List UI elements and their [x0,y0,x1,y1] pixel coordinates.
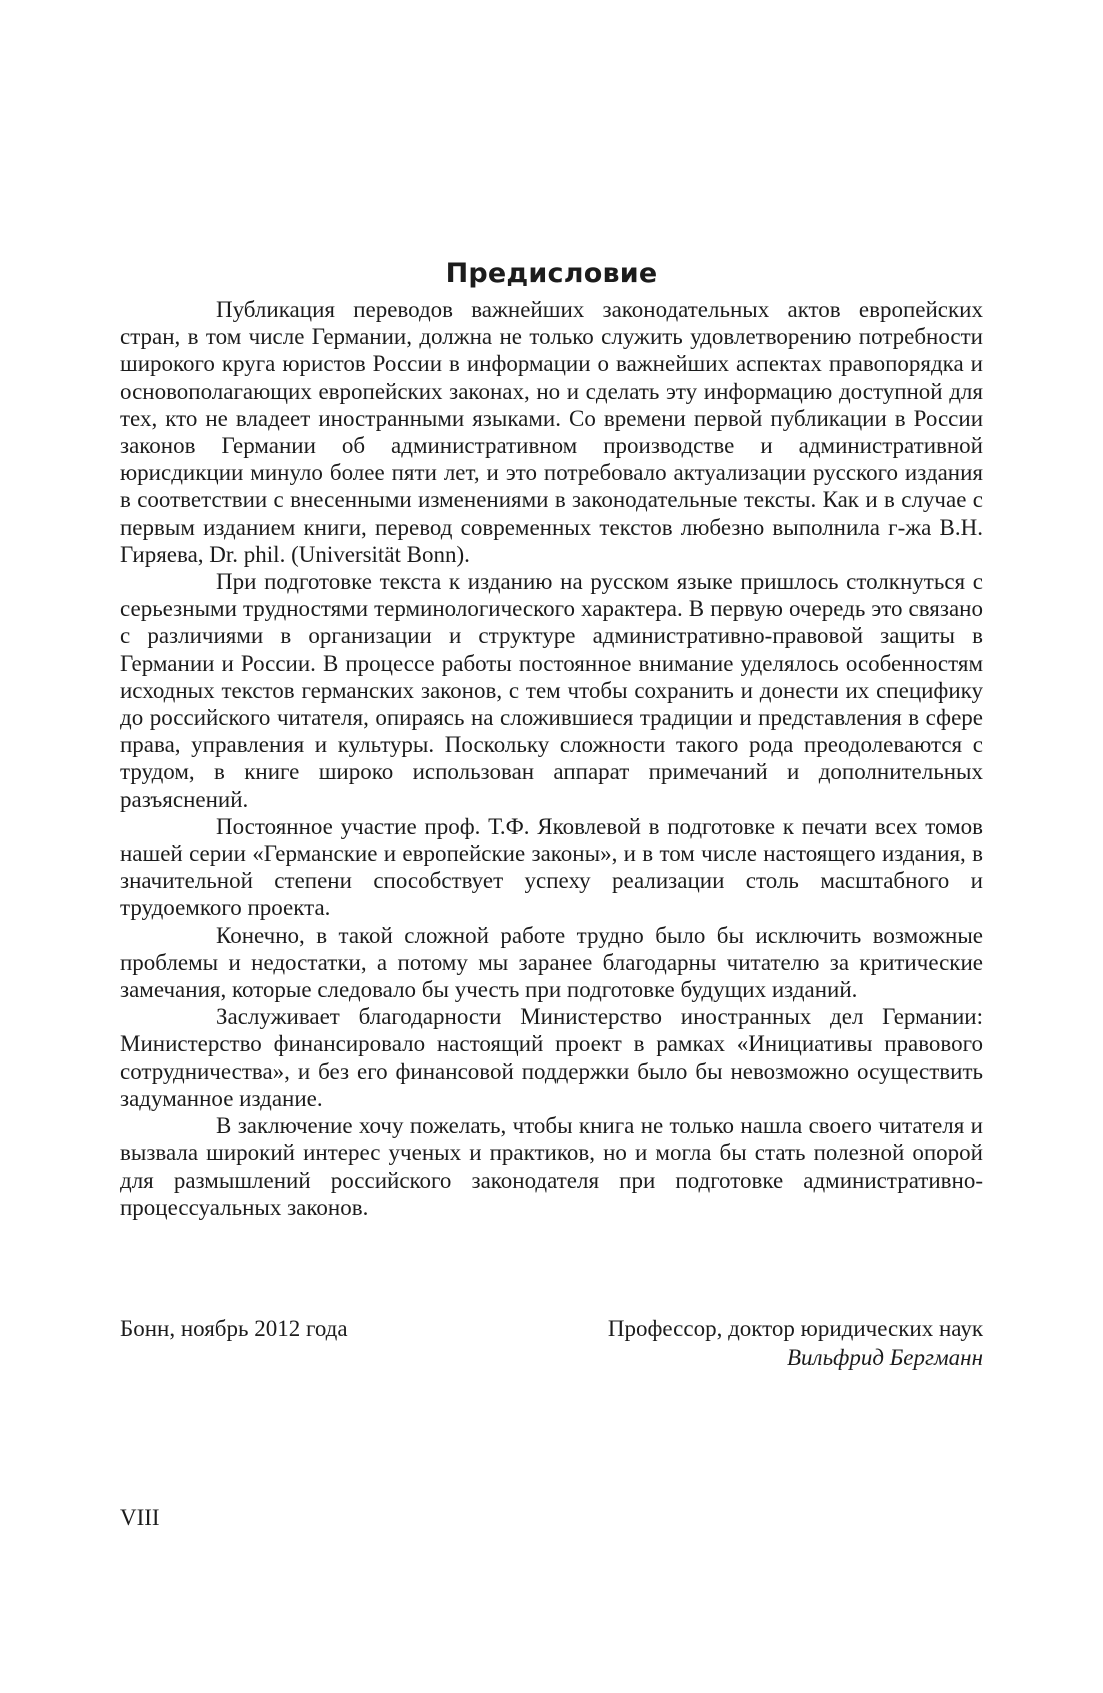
signoff [120,1314,983,1374]
author-name: Вильфрид Бергманн [786,1345,983,1370]
preface-body [120,296,983,1221]
place-date: Бонн, ноябрь 2012 года [120,1316,348,1341]
author-block [608,1314,983,1372]
paragraph-3: Постоянное участие проф. Т.Ф. Яковлевой в подготовке к печати всех томов нашей серии «Германские и европейские законы», и в том числе настоящего издания, в значительной степени способствует успеху реализации столь масштабного и трудоемкого проекта. [120,813,983,921]
page-number: VIII [120,1505,160,1530]
paragraph-6: В заключение хочу пожелать, чтобы книга не только нашла своего читателя и вызвала широкий интерес ученых и практиков, но и могла бы стать полезной опорой для размышлений российского законодателя при подготовке административно-процессуальных законов. [120,1113,983,1220]
paragraph-1: Публикация переводов важнейших законодательных актов европейских стран, в том числе Германии, должна не только служить удовлетворению потребности широкого круга юристов России в информации о важнейших аспектах правопорядка и основополагающих европейских законах, но и сделать эту информацию доступной для тех, кто не владеет иностранными языками. Со времени первой публикации в России законов Германии об административном производстве и административной юрисдикции минуло более пяти лет, и это потребовало актуализации русского издания в соответствии с внесенными изменениями в законодательные тексты. Как и в случае с первым изданием книги, перевод современных текстов любезно выполнила г-жа В.Н. Гиряева, Dr. phil. (Universität Bonn). [120,297,983,567]
author-title: Профессор, доктор юридических наук [607,1316,983,1341]
page-title: Предисловие [445,258,658,289]
paragraph-5: Заслуживает благодарности Министерство иностранных дел Германии: Министерство финансировало настоящий проект в рамках «Инициативы правового сотрудничества», и без его финансовой поддержки было бы невозможно осуществить задуманное издание. [120,1004,983,1111]
paragraph-4: Конечно, в такой сложной работе трудно было бы исключить возможные проблемы и недостатки, а потому мы заранее благодарны читателю за критические замечания, которые следовало бы учесть при подготовке будущих изданий. [120,922,983,1003]
paragraph-2: При подготовке текста к изданию на русском языке пришлось столкнуться с серьезными трудностями терминологического характера. В первую очередь это связано с различиями в организации и структуре административно-правовой защиты в Германии и России. В процессе работы постоянное внимание уделялось особенностям исходных текстов германских законов, с тем чтобы сохранить и донести их специфику до российского читателя, опираясь на сложившиеся традиции и представления в сфере права, управления и культуры. Поскольку сложности такого рода преодолеваются с трудом, в книге широко использован аппарат примечаний и дополнительных разъяснений. [120,569,983,812]
